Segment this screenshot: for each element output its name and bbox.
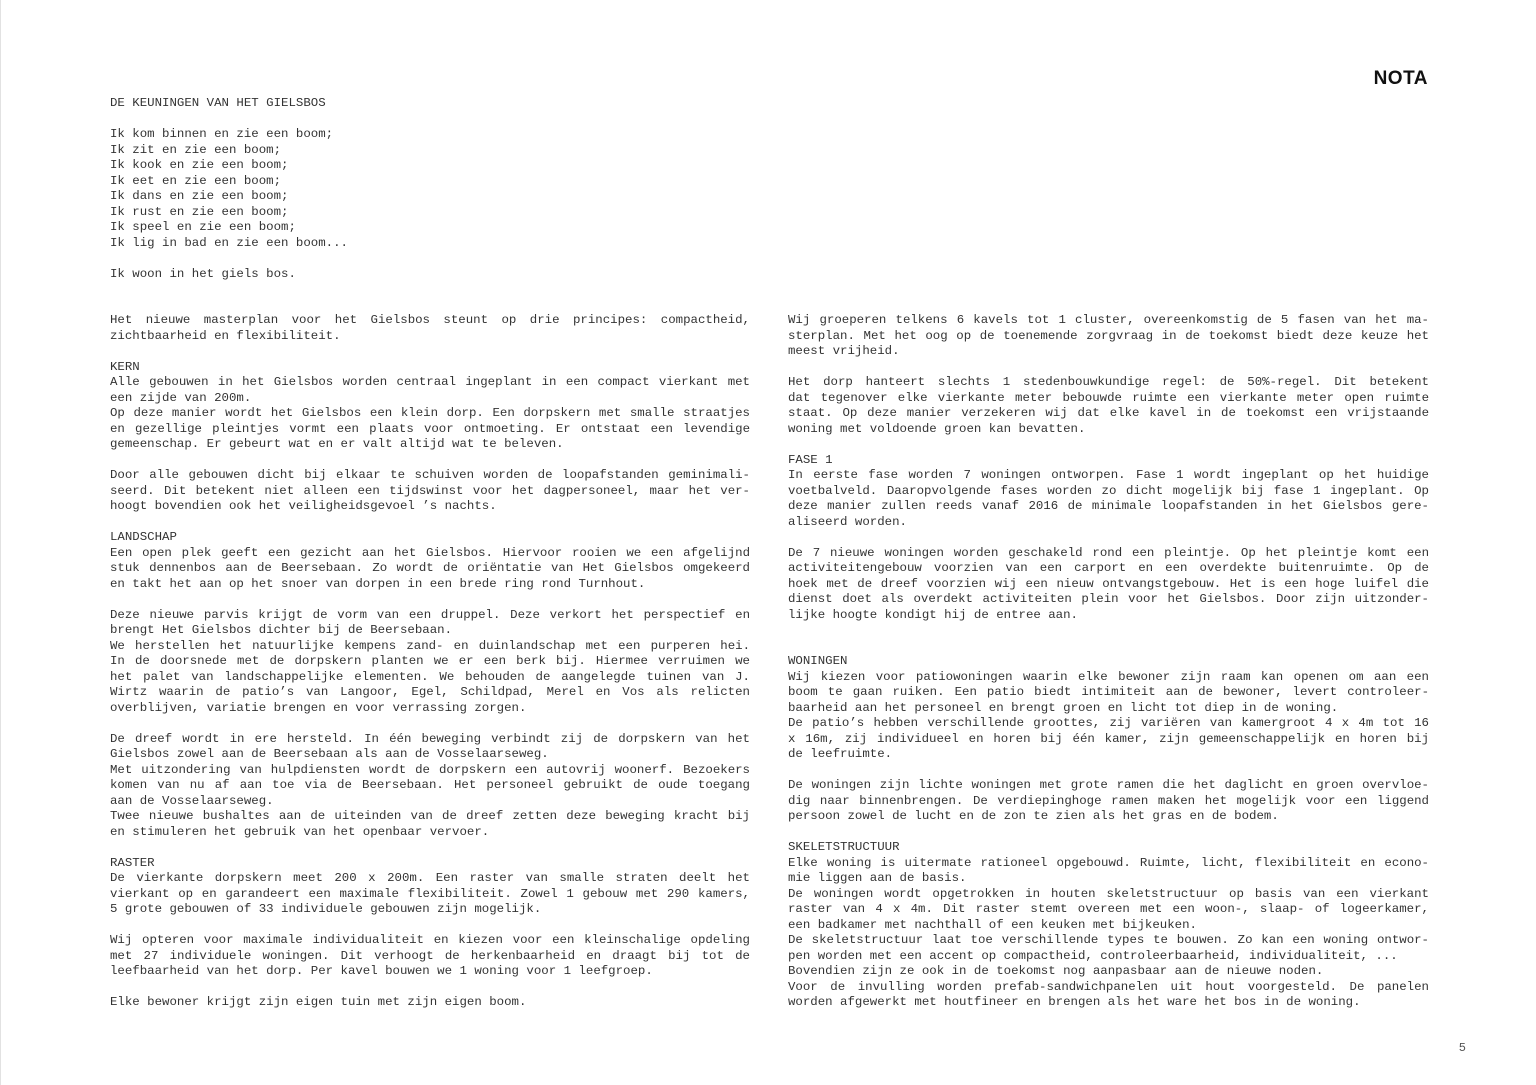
text-line: x 16m, zij individueel en horen bij één kamer, zijn gemeenschappelijk en horen bij [788, 731, 1429, 746]
text-line: overblijven, variatie brengen en voor verrassing zorgen. [110, 700, 527, 715]
text-line: We herstellen het natuurlijke kempens zand- en duinlandschap met een purperen hei. [110, 638, 750, 653]
text-line: WONINGEN [788, 654, 848, 668]
text-line: De skeletstructuur laat toe verschillende types te bouwen. Zo kan een woning ontwor- [788, 933, 1429, 947]
text-line: dig naar binnenbrengen. De verdiepinghoge ramen maken het mogelijk voor een liggend [788, 793, 1429, 808]
text-line: Met uitzondering van hulpdiensten wordt de dorpskern een autovrij woonerf. Bezoekers [110, 762, 750, 777]
text-line: staat. Op deze manier verzekeren wij dat elke kavel in de toekomst een vrijstaande [788, 406, 1429, 420]
text-line: persoon zowel de lucht en de zon te zien als het gras en de bodem. [788, 809, 1279, 823]
text-line: De patio’s hebben verschillende groottes, zij variëren van kamergroot 4 x 4m tot 16 [788, 716, 1429, 730]
text-line: en stimuleren het gebruik van het openbaar vervoer. [110, 824, 490, 839]
text-line: Het dorp hanteert slechts 1 stedenbouwkundige regel: de 50%-regel. Dit betekent [788, 375, 1429, 389]
text-line: voetbalveld. Daaropvolgende fases worden zo dicht mogelijk bij fase 1 ingeplant. Op [788, 483, 1429, 498]
section-label: NOTA [1373, 68, 1428, 89]
text-line: Ik rust en zie een boom; [110, 204, 289, 219]
blank-line [788, 623, 1429, 639]
text-line: Wij opteren voor maximale individualiteit en kiezen voor een kleinschalige opdeling [110, 933, 750, 947]
intro-poem [110, 96, 750, 282]
blank-line [788, 825, 1429, 841]
text-line: 5 grote gebouwen of 33 individuele gebouwen zijn mogelijk. [110, 902, 542, 916]
blank-line [788, 639, 1429, 655]
text-line: Wij groeperen telkens 6 kavels tot 1 cluster, overeenkomstig de 5 fasen van het ma- [788, 313, 1429, 327]
text-column-left [110, 313, 750, 1011]
text-line: KERN [110, 359, 140, 374]
blank-line [110, 515, 750, 531]
text-line: LANDSCHAP [110, 530, 177, 544]
blank-line [788, 437, 1429, 453]
text-column-right [788, 313, 1429, 1011]
text-line: hoek met de dreef voorzien wij een nieuw ontvangstgebouw. Het is een hoge luifel die [788, 576, 1429, 591]
text-line: De dreef wordt in ere hersteld. In één beweging verbindt zij de dorpskern van het [110, 731, 750, 746]
text-line: seerd. Dit betekent niet alleen een tijdswinst voor het dagpersoneel, maar het ver- [110, 483, 750, 498]
text-line: In de doorsnede met de dorpskern planten we er een berk bij. Hiermee verruimen we [110, 654, 750, 668]
text-line: de leefruimte. [788, 747, 893, 761]
blank-line [110, 592, 750, 608]
page-number: 5 [1458, 1041, 1466, 1055]
text-line: Bovendien zijn ze ook in de toekomst nog aanpasbaar aan de nieuwe noden. [788, 964, 1324, 978]
text-line: In eerste fase worden 7 woningen ontworpen. Fase 1 wordt ingeplant op het huidige [788, 468, 1429, 482]
text-line: en takt het aan op het snoer van dorpen in een brede ring rond Turnhout. [110, 576, 646, 591]
text-line: De woningen zijn lichte woningen met grote ramen die het daglicht en groen overvloe- [788, 778, 1429, 792]
text-line: deze manier zullen reeds vanaf 2016 de minimale loopafstanden in het Gielsbos gere- [788, 499, 1429, 513]
text-line: Twee nieuwe bushaltes aan de uiteinden van de dreef zetten deze beweging kracht bij [110, 809, 750, 823]
blank-line [788, 530, 1429, 546]
text-line: Elke bewoner krijgt zijn eigen tuin met zijn eigen boom. [110, 995, 527, 1009]
blank-line [110, 716, 750, 732]
blank-line [110, 251, 750, 267]
blank-line [110, 980, 750, 996]
text-line: Elke woning is uitermate rationeel opgebouwd. Ruimte, licht, flexibiliteit en econo- [788, 855, 1429, 870]
text-line: DE KEUNINGEN VAN HET GIELSBOS [110, 96, 326, 110]
text-line: lijke hoogte kondigt hij de entree aan. [788, 607, 1078, 622]
text-line: stuk dennenbos aan de Beersebaan. Zo wordt de oriëntatie van Het Gielsbos omgekeerd [110, 561, 750, 575]
blank-line [110, 840, 750, 856]
text-line: De 7 nieuwe woningen worden geschakeld rond een pleintje. Op het pleintje komt een [788, 545, 1429, 560]
text-line: RASTER [110, 855, 155, 870]
blank-line [788, 360, 1429, 376]
text-line: Wij kiezen voor patiowoningen waarin elke bewoner zijn raam kan openen om aan een [788, 669, 1429, 684]
text-line: Ik speel en zie een boom; [110, 220, 296, 234]
text-line: De vierkante dorpskern meet 200 x 200m. Een raster van smalle straten deelt het [110, 871, 750, 885]
text-line: zichtbaarheid en flexibiliteit. [110, 328, 341, 343]
text-line: activiteitengebouw voorzien van een carport en een overdekte buitenruimte. Op de [788, 561, 1429, 575]
text-line: Ik kom binnen en zie een boom; [110, 127, 334, 141]
blank-line [788, 763, 1429, 779]
text-line: pen worden met een accent op compactheid, controleerbaarheid, individualiteit, ... [788, 948, 1398, 963]
text-line: woning met voldoende groen kan bevatten. [788, 421, 1086, 436]
text-line: komen van nu af aan toe via de Beersebaan. Het personeel gebruikt de oude toegang [110, 778, 750, 792]
text-line: Wirtz waarin de patio’s van Langoor, Egel, Schildpad, Merel en Vos als relicten [110, 685, 750, 699]
blank-line [110, 918, 750, 934]
text-line: FASE 1 [788, 452, 833, 467]
text-line: meest vrijheid. [788, 344, 900, 358]
text-line: brengt Het Gielsbos dichter bij de Beersebaan. [110, 623, 453, 637]
text-line: dat tegenover elke vierkante meter bebouwde ruimte een vierkante meter open ruimte [788, 390, 1429, 405]
text-line: hoogt bovendien ook het veiligheidsgevoel ’s nachts. [110, 499, 497, 513]
text-line: boom te gaan ruiken. Een patio biedt intimiteit aan de bewoner, levert controleer- [788, 685, 1429, 699]
text-line: met 27 individuele woningen. Dit verhoogt de herkenbaarheid en draagt bij tot de [110, 948, 750, 963]
text-line: Ik dans en zie een boom; [110, 189, 289, 203]
text-line: en gezellige pleintjes vormt een plaats voor ontmoeting. Er ontstaat een levendige [110, 421, 750, 436]
text-line: sterplan. Met het oog op de toenemende zorgvraag in de toekomst biedt deze keuze het [788, 328, 1429, 343]
text-line: Ik lig in bad en zie een boom... [110, 235, 348, 250]
text-line: Het nieuwe masterplan voor het Gielsbos steunt op drie principes: compactheid, [110, 313, 750, 327]
text-line: gemeenschap. Er gebeurt wat en er valt altijd wat te beleven. [110, 437, 564, 451]
text-line: Voor de invulling worden prefab-sandwichpanelen uit hout voorgesteld. De panelen [788, 979, 1429, 994]
text-line: Deze nieuwe parvis krijgt de vorm van een druppel. Deze verkort het perspectief en [110, 607, 750, 622]
text-line: SKELETSTRUCTUUR [788, 840, 900, 854]
text-line: het palet van landschappelijke elementen. We behouden de aangelegde tuinen van J. [110, 669, 750, 684]
text-line: een zijde van 200m. [110, 390, 252, 405]
blank-line [110, 344, 750, 360]
text-line: De woningen wordt opgetrokken in houten skeletstructuur op basis van een vierkant [788, 886, 1429, 901]
text-line: een badkamer met nachthall of een keuken met bijkeuken. [788, 917, 1197, 932]
text-line: Ik woon in het giels bos. [110, 266, 296, 281]
text-line: Alle gebouwen in het Gielsbos worden centraal ingeplant in een compact vierkant met [110, 375, 750, 389]
text-line: baarheid aan het personeel en brengt groen en licht tot diep in de woning. [788, 700, 1339, 715]
text-line: worden afgewerkt met houtfineer en brengen als het ware het bos in de woning. [788, 995, 1361, 1009]
text-line: Gielsbos zowel aan de Beersebaan als aan de Vosselaarseweg. [110, 747, 549, 761]
text-line: Door alle gebouwen dicht bij elkaar te schuiven worden de loopafstanden geminimali- [110, 468, 750, 482]
text-line: dienst doet als overdekt activiteiten plein voor het Gielsbos. Door zijn uitzonder- [788, 592, 1429, 606]
text-line: leefbaarheid van het dorp. Per kavel bouwen we 1 woning voor 1 leefgroep. [110, 964, 653, 978]
text-line: Een open plek geeft een gezicht aan het Gielsbos. Hiervoor rooien we een afgelijnd [110, 545, 750, 560]
text-line: raster van 4 x 4m. Dit raster stemt overeen met een woon-, slaap- of logeerkamer, [788, 902, 1429, 916]
text-line: Op deze manier wordt het Gielsbos een klein dorp. Een dorpskern met smalle straatjes [110, 406, 750, 420]
page-edge [0, 0, 1, 1085]
text-line: mie liggen aan de basis. [788, 871, 967, 885]
text-line: aan de Vosselaarseweg. [110, 793, 274, 808]
blank-line [110, 112, 750, 128]
blank-line [110, 453, 750, 469]
text-line: Ik zit en zie een boom; [110, 142, 282, 157]
text-line: Ik eet en zie een boom; [110, 173, 282, 188]
text-line: Ik kook en zie een boom; [110, 158, 289, 172]
text-line: vierkant op en garandeert een maximale flexibiliteit. Zowel 1 gebouw met 290 kamers, [110, 886, 750, 901]
text-line: aliseerd worden. [788, 514, 907, 529]
